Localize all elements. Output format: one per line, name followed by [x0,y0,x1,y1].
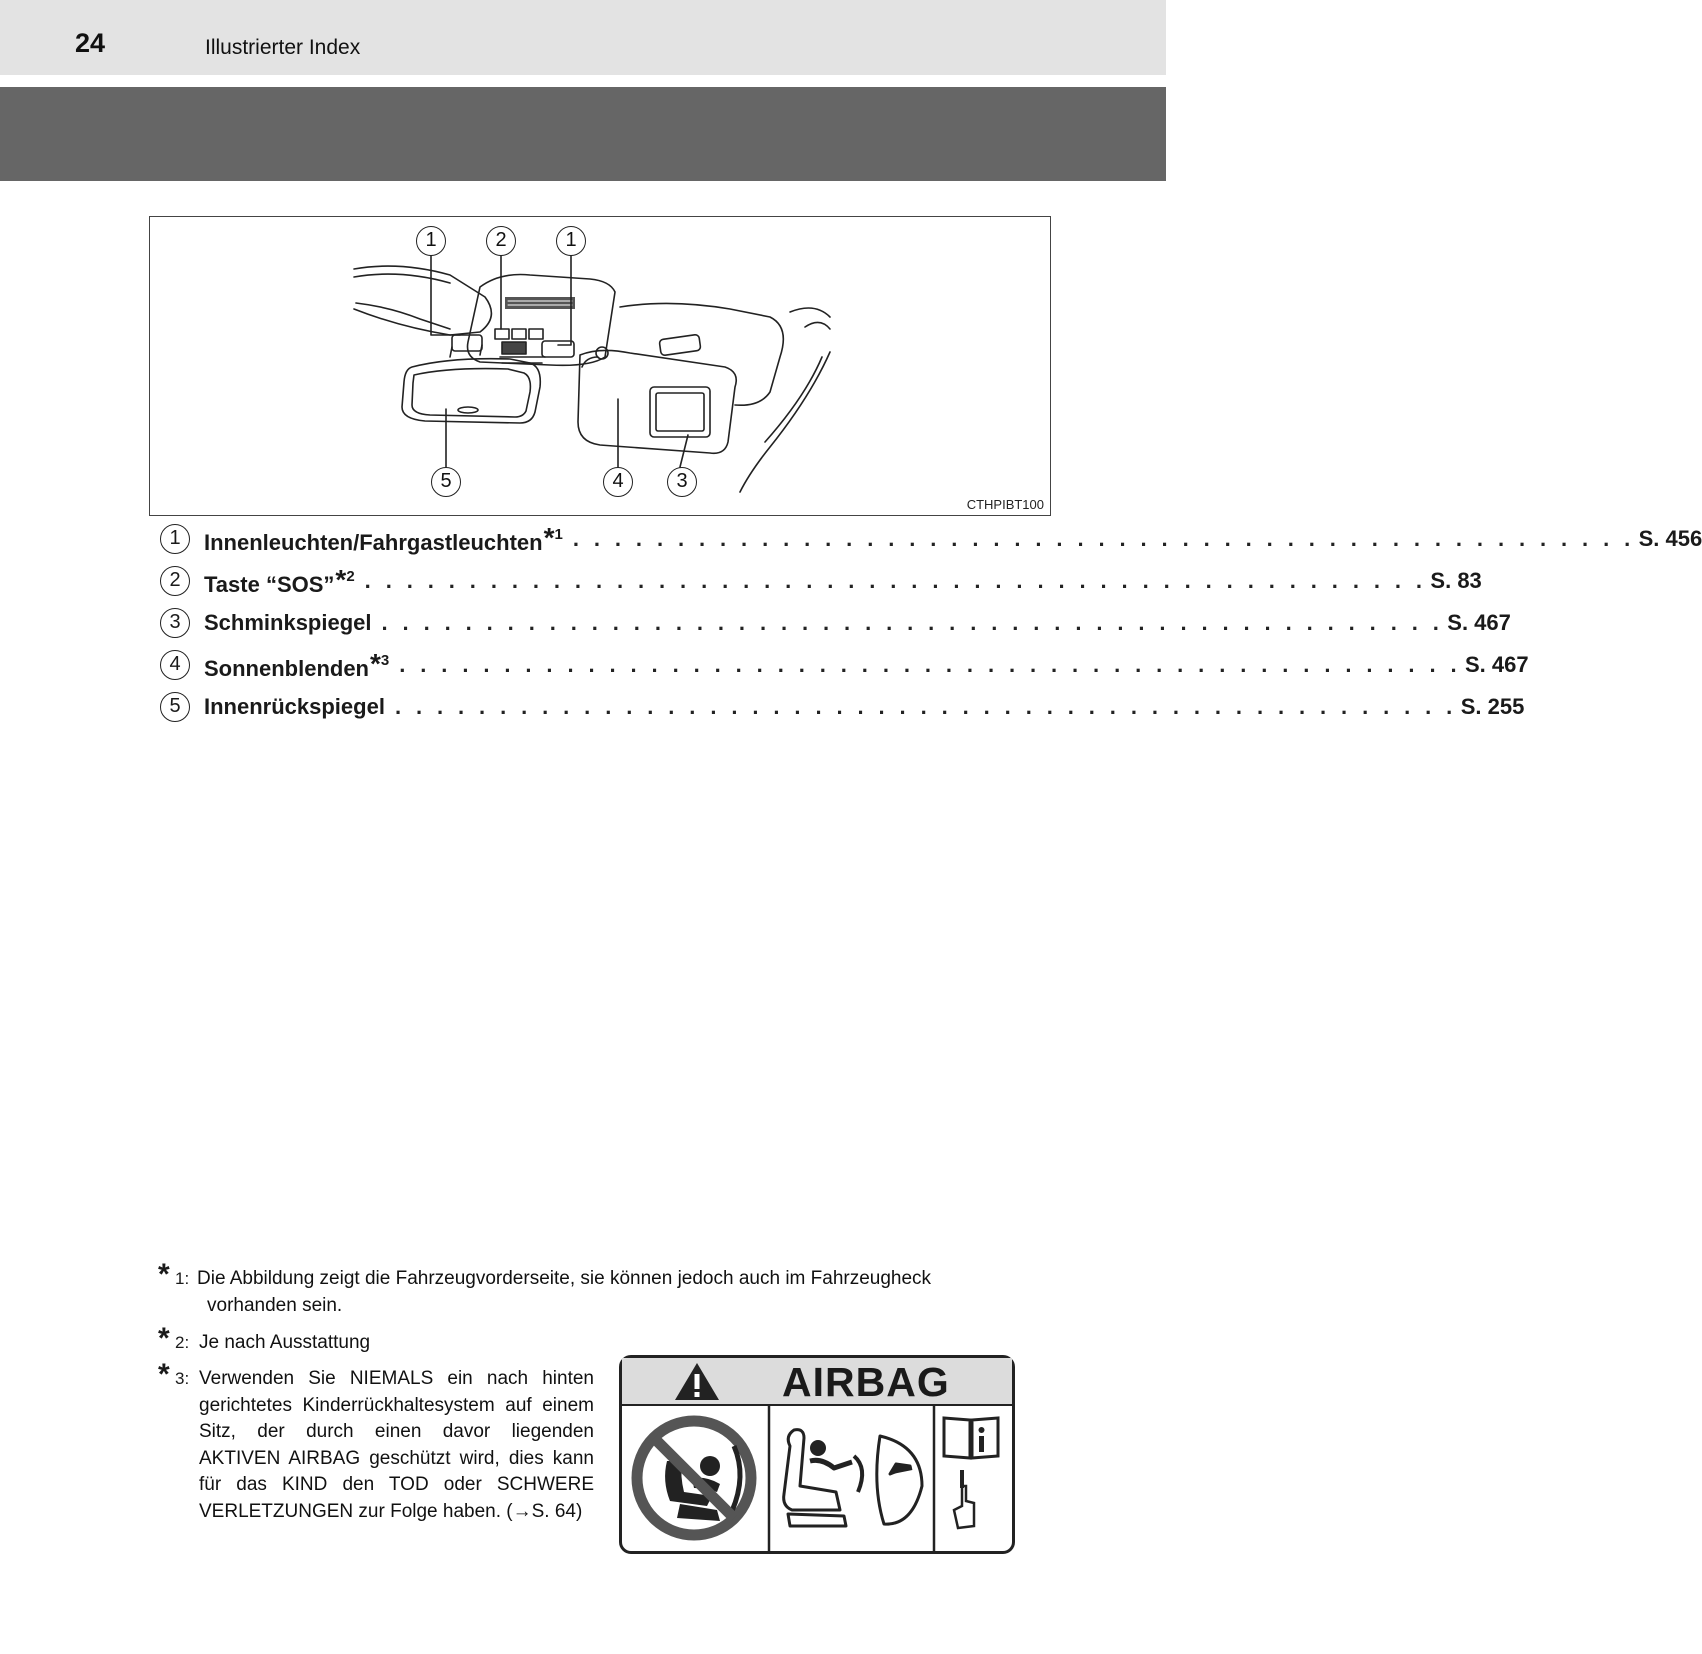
seat-airbag-deployment-icon [784,1430,922,1526]
index-item-sun-visors [160,644,1529,686]
leader-dots: . . . . . . . . . . . . . . . . . . . . . . . . . . . . . . . . . . . . . . . . . . . . . . . . . . . [399,652,1461,677]
footnote-1-mark: 1: [175,1269,190,1288]
callout-1-left: 1 [416,226,446,256]
footnote-1-star: * [158,1258,170,1291]
callout-3: 3 [667,467,697,497]
leader-dots: . . . . . . . . . . . . . . . . . . . . . . . . . . . . . . . . . . . . . . . . . . . . . . . . . . . [572,526,1635,551]
index-item-sos-button [160,560,1482,602]
item-number: 1 [160,524,190,554]
item-number: 5 [160,692,190,722]
callout-4: 4 [603,467,633,497]
footnote-1-text: Die Abbildung zeigt die Fahrzeugvorderseite, sie können jedoch auch im Fahrzeugheck [197,1268,932,1289]
callout-5: 5 [431,467,461,497]
chapter-band [0,87,1166,181]
page-reference: S. 467 [1465,652,1529,677]
interior-illustration [149,216,1051,516]
footnote-2-mark: 2: [175,1333,190,1352]
item-label: Innenleuchten/Fahrgastleuchten*$^1$ [204,522,563,555]
read-manual-icon [944,1418,998,1528]
callout-1-right: 1 [556,226,586,256]
index-item-rear-view-mirror [160,686,1525,728]
page-header [0,0,1166,75]
item-label: Innenrückspiegel [204,694,385,719]
page-number: 24 [75,28,106,58]
headliner-drawing [150,217,1050,515]
item-label: Taste “SOS”*$^2$ [204,564,355,597]
airbag-label-header [622,1358,1012,1406]
item-number: 4 [160,650,190,680]
page-reference: S. 255 [1460,694,1525,719]
footnote-3-text: Verwenden Sie NIEMALS ein nach hinten gerichtetes Kinderrückhaltesystem auf einem Sitz, der durch einen davor liegenden AKTIVEN AIRBAG geschützt wird, dies kann für das KIND den TOD oder SCHWERE VERLETZUNGEN zur Folge haben. (→S. 64) [199,1368,594,1522]
no-rear-facing-child-seat-icon [637,1421,751,1535]
item-number: 3 [160,608,190,638]
page-reference: S. 83 [1430,568,1482,593]
leader-dots: . . . . . . . . . . . . . . . . . . . . . . . . . . . . . . . . . . . . . . . . . . . . . . . . . . . [381,610,1444,635]
page-reference: S. 456 [1638,526,1702,551]
airbag-title: AIRBAG [782,1359,950,1405]
index-item-vanity-mirror [160,602,1511,644]
leader-dots: . . . . . . . . . . . . . . . . . . . . . . . . . . . . . . . . . . . . . . . . . . . . . . . . . . . [364,568,1427,593]
footnote-3-star: * [158,1358,170,1391]
warning-triangle-icon [672,1360,722,1404]
item-label: Sonnenblenden*$^3$ [204,648,390,681]
airbag-pictograms [622,1406,1012,1551]
callout-2: 2 [486,226,516,256]
footnote-2-text: Je nach Ausstattung [199,1332,371,1353]
leader-dots: . . . . . . . . . . . . . . . . . . . . . . . . . . . . . . . . . . . . . . . . . . . . . . . . . . . [394,694,1457,719]
footnote-3-mark: 3: [175,1369,190,1388]
item-number: 2 [160,566,190,596]
index-item-interior-lights [160,518,1702,560]
item-label: Schminkspiegel [204,610,372,635]
footnote-2-star: * [158,1322,170,1355]
figure-code: CTHPIBT100 [966,497,1044,512]
section-title: Illustrierter Index [205,36,361,59]
airbag-warning-label [619,1355,1015,1554]
footnote-1-text-continued: vorhanden sein. [207,1295,343,1316]
page-reference: S. 467 [1447,610,1511,635]
index-list [160,518,1702,728]
